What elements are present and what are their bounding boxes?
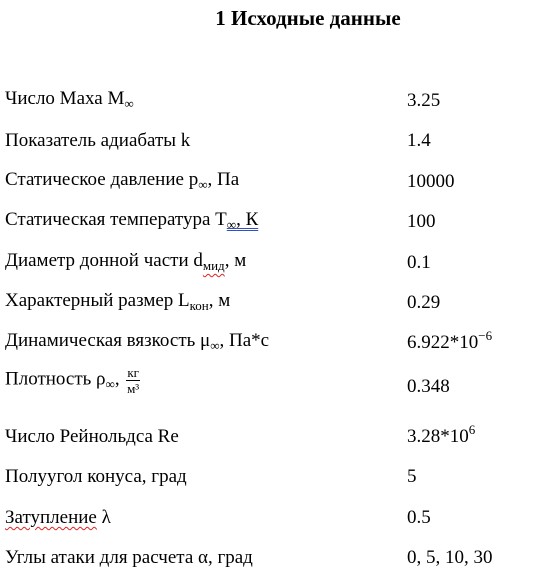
parameter-value: 1.4 [407, 130, 431, 151]
parameter-label: Показатель адиабаты k [5, 130, 191, 151]
parameter-label: Число Рейнольдса Re [5, 426, 179, 447]
list-item [0, 364, 550, 410]
parameter-value: 0, 5, 10, 30 [407, 547, 493, 568]
parameter-value: 10000 [407, 171, 455, 192]
parameter-label: Характерный размер $L_{кон}$, м [5, 290, 231, 313]
parameter-label: Углы атаки для расчета α, град [5, 547, 253, 568]
parameter-value: 0.29 [407, 292, 441, 313]
list-item [0, 282, 550, 312]
parameter-label: Диаметр донной части $d_{мид}$, м [5, 250, 247, 273]
list-item [0, 242, 550, 272]
list-item [0, 416, 550, 446]
parameter-label: Динамическая вязкость $\mu_\infty$, Па*с [5, 330, 270, 353]
parameter-value: $3.28*10^6$ [407, 422, 476, 447]
parameter-label: Плотность $\rho_\infty$, $\frac{кг}{\text{м³}}$ [5, 364, 140, 397]
page-title: 1 Исходные данные [215, 6, 401, 30]
parameter-label: Полуугол конуса, град [5, 466, 187, 487]
parameter-label: Затупление λ [5, 507, 111, 528]
parameter-label: Число Маха $M_\infty$ [5, 88, 134, 111]
list-item [0, 120, 550, 150]
parameter-label: Статическое давление $p_\infty$, Па [5, 169, 240, 192]
parameter-value: 0.5 [407, 507, 431, 528]
parameter-value: $6.922*10^{-6}$ [407, 328, 493, 353]
parameter-value: 3.25 [407, 90, 441, 111]
list-item [0, 161, 550, 191]
list-item [0, 201, 550, 231]
list-item [0, 456, 550, 486]
parameter-value: 0.348 [407, 376, 450, 397]
list-item [0, 322, 550, 352]
list-item [0, 80, 550, 110]
parameter-label: Статическая температура $T_\infty$, К [5, 209, 259, 232]
parameter-value: 100 [407, 211, 436, 232]
list-item [0, 537, 550, 567]
unit-fraction: $\frac{кг}{\text{м³}}$ [127, 364, 140, 397]
list-item [0, 497, 550, 527]
parameter-value: 0.1 [407, 252, 431, 273]
parameter-value: 5 [407, 466, 417, 487]
